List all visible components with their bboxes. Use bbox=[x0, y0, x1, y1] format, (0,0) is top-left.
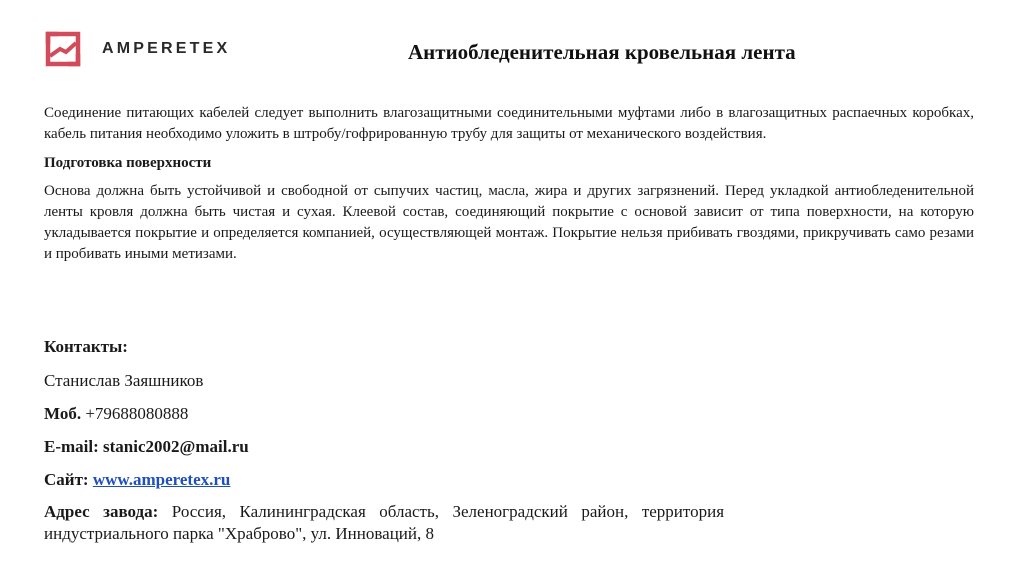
contact-site-row bbox=[44, 469, 724, 491]
email-value: stanic2002@mail.ru bbox=[103, 437, 249, 456]
address-label: Адрес завода: bbox=[44, 502, 159, 521]
website-link[interactable]: www.amperetex.ru bbox=[92, 470, 231, 489]
contacts-heading: Контакты: bbox=[44, 337, 128, 356]
body-text bbox=[44, 103, 974, 265]
amperetex-logo bbox=[44, 30, 230, 68]
contacts-block bbox=[44, 336, 724, 545]
contact-address-row bbox=[44, 501, 724, 545]
paragraph-cable-connection: Соединение питающих кабелей следует выполнить влагозащитными соединительными муфтами либо в влагозащитных распаечных коробках, кабель питания необходимо уложить в штробу/гофрированную трубу для защиты от механического воздействия. bbox=[44, 105, 974, 142]
amperetex-logo-icon bbox=[44, 30, 82, 68]
address-value: Россия, Калининградская область, Зеленоградский район, территория индустриального парка "Храброво", ул. Инноваций, 8 bbox=[44, 502, 725, 543]
paragraph-surface-preparation: Основа должна быть устойчивой и свободной от сыпучих частиц, масла, жира и других загрязнений. Перед укладкой антиобледенительной ленты кровля должна быть чистая и сухая. Клеевой состав, соединяющий покрытие с основой зависит от типа поверхности, на которую укладывается покрытие и определяется компанией, осуществляющей монтаж. Покрытие нельзя прибивать гвоздями, прикручивать само резами и пробивать иными метизами. bbox=[44, 183, 974, 262]
site-label: Сайт: bbox=[44, 470, 89, 489]
contact-name: Станислав Заяшников bbox=[44, 371, 204, 390]
subheading-surface-preparation: Подготовка поверхности bbox=[44, 155, 212, 171]
page-title: Антиобледенительная кровельная лента bbox=[408, 40, 796, 64]
contact-email-row bbox=[44, 436, 724, 458]
logo-wordmark: AMPERETEX bbox=[102, 40, 231, 57]
contact-mobile-row bbox=[44, 403, 724, 425]
mobile-value: +79688080888 bbox=[85, 404, 189, 423]
slide-header bbox=[0, 0, 1024, 90]
mobile-label: Моб. bbox=[44, 404, 82, 423]
email-label: E-mail: bbox=[44, 437, 99, 456]
